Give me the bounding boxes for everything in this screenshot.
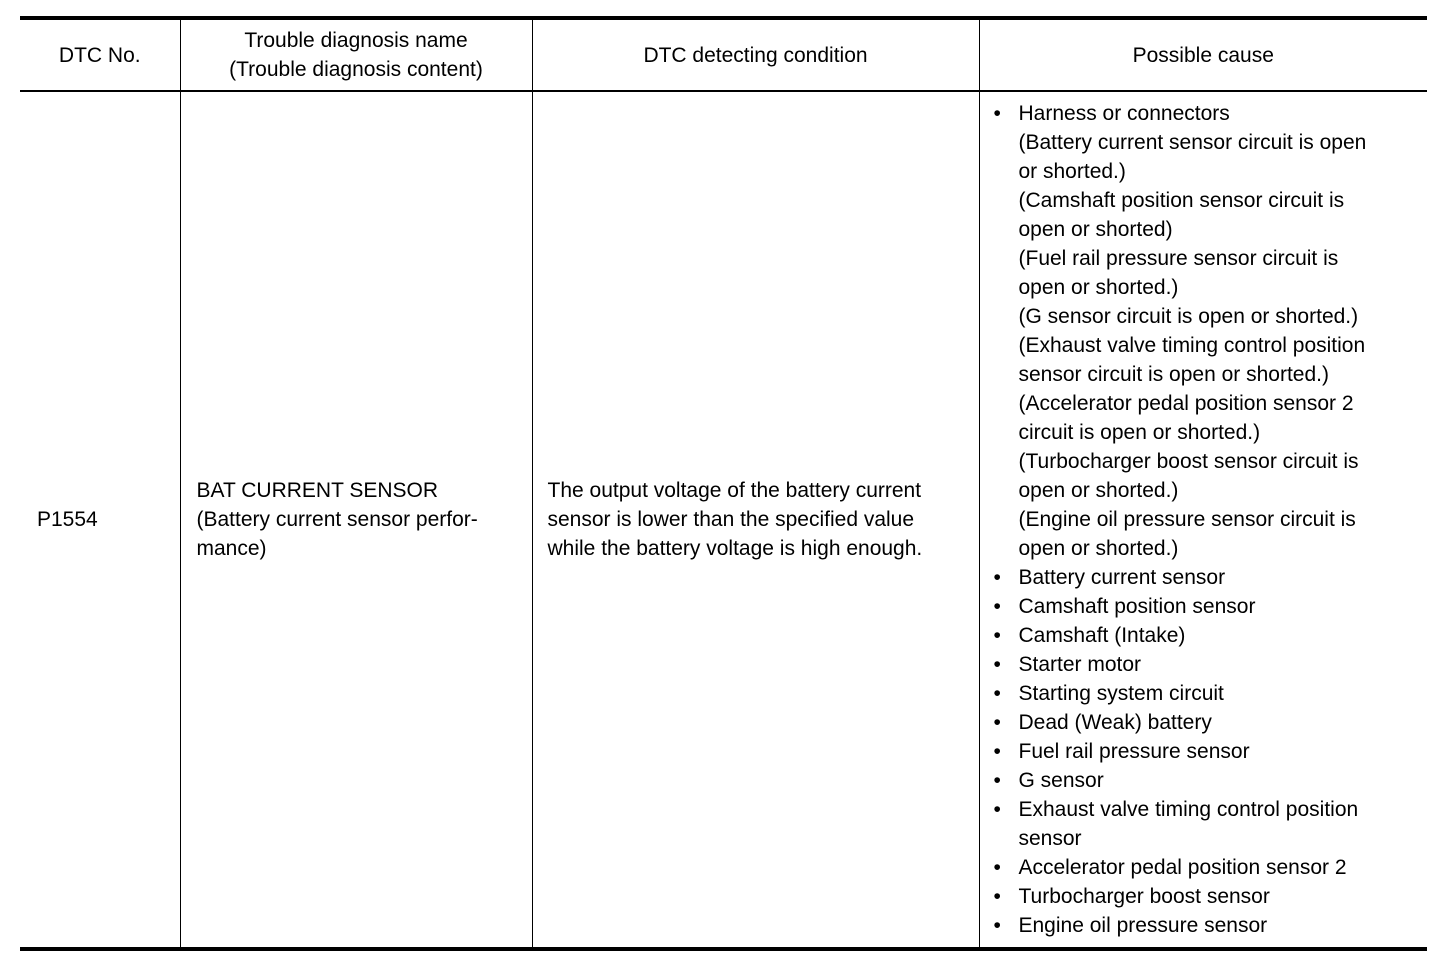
list-item [992, 882, 1420, 911]
cause-text: Camshaft (Intake) [1018, 624, 1186, 647]
detecting-condition-cell [532, 91, 979, 949]
header-dtc-no-label: DTC No. [58, 43, 141, 67]
condition-line3: while the battery voltage is high enough. [547, 537, 923, 560]
header-trouble-name-line1: Trouble diagnosis name [244, 29, 468, 52]
possible-cause-cell [979, 91, 1427, 949]
cause-text: Starting system circuit [1018, 682, 1224, 705]
bullet-icon: • [993, 914, 1001, 937]
cause-text: sensor [1018, 827, 1082, 850]
trouble-name-cell [180, 91, 532, 949]
bullet-icon: • [993, 856, 1001, 879]
cause-text: Camshaft position sensor [1018, 595, 1256, 618]
harness-detail-line: (G sensor circuit is open or shorted.) [1018, 305, 1359, 328]
bullet-icon: • [993, 566, 1001, 589]
harness-detail-line: (Exhaust valve timing control position [1018, 334, 1366, 357]
cause-text: G sensor [1018, 769, 1104, 792]
harness-detail-line: open or shorted.) [1018, 479, 1179, 502]
bullet-icon: • [993, 885, 1001, 908]
condition-line1: The output voltage of the battery current [547, 479, 922, 502]
trouble-name-line1: BAT CURRENT SENSOR [196, 479, 439, 502]
bullet-icon: • [993, 624, 1001, 647]
cause-text: Exhaust valve timing control position [1018, 798, 1359, 821]
list-item [992, 592, 1420, 621]
possible-cause-list [992, 99, 1420, 940]
harness-detail-line: circuit is open or shorted.) [1018, 421, 1261, 444]
harness-detail-line: (Fuel rail pressure sensor circuit is [1018, 247, 1339, 270]
header-trouble-diagnosis-name [180, 18, 532, 91]
header-dtc-no [20, 18, 180, 91]
bullet-icon: • [993, 740, 1001, 763]
header-possible-cause [979, 18, 1427, 91]
cause-harness-label: Harness or connectors [1018, 102, 1230, 125]
harness-detail-line: open or shorted.) [1018, 537, 1179, 560]
harness-detail-line: (Accelerator pedal position sensor 2 [1018, 392, 1354, 415]
trouble-name-line2: (Battery current sensor perfor- [196, 508, 478, 531]
list-item [992, 563, 1420, 592]
bullet-icon: • [993, 682, 1001, 705]
cause-text: Engine oil pressure sensor [1018, 914, 1268, 937]
header-detecting-condition-label: DTC detecting condition [643, 43, 868, 67]
header-possible-cause-label: Possible cause [1132, 43, 1274, 67]
list-item [992, 853, 1420, 882]
bullet-icon: • [993, 595, 1001, 618]
cause-text: Dead (Weak) battery [1018, 711, 1212, 734]
list-item [992, 737, 1420, 766]
bullet-icon: • [993, 798, 1001, 821]
dtc-code-cell [20, 91, 180, 949]
cause-text: Battery current sensor [1018, 566, 1226, 589]
harness-details [1019, 128, 1420, 563]
harness-detail-line: (Battery current sensor circuit is open [1018, 131, 1367, 154]
harness-detail-line: open or shorted) [1018, 218, 1173, 241]
cause-text: Starter motor [1018, 653, 1142, 676]
condition-line2: sensor is lower than the specified value [547, 508, 915, 531]
list-item [992, 911, 1420, 940]
harness-detail-line: or shorted.) [1018, 160, 1126, 183]
dtc-code: P1554 [37, 508, 98, 531]
list-item [992, 650, 1420, 679]
harness-detail-line: (Turbocharger boost sensor circuit is [1018, 450, 1359, 473]
list-item [992, 708, 1420, 737]
list-item [992, 621, 1420, 650]
dtc-table [20, 16, 1427, 951]
trouble-name-line3: mance) [196, 537, 267, 560]
table-row [20, 91, 1427, 949]
header-trouble-name-line2: (Trouble diagnosis content) [229, 58, 483, 81]
list-item [992, 795, 1420, 853]
bullet-icon: • [993, 102, 1001, 125]
harness-detail-line: sensor circuit is open or shorted.) [1018, 363, 1329, 386]
bullet-icon: • [993, 711, 1001, 734]
bullet-icon: • [993, 653, 1001, 676]
list-item [992, 766, 1420, 795]
cause-text: Accelerator pedal position sensor 2 [1018, 856, 1347, 879]
harness-detail-line: (Engine oil pressure sensor circuit is [1018, 508, 1356, 531]
header-detecting-condition [532, 18, 979, 91]
cause-item-harness [992, 99, 1420, 563]
table-header-row [20, 18, 1427, 91]
list-item [992, 679, 1420, 708]
harness-detail-line: open or shorted.) [1018, 276, 1179, 299]
cause-text: Fuel rail pressure sensor [1018, 740, 1250, 763]
harness-detail-line: (Camshaft position sensor circuit is [1018, 189, 1345, 212]
bullet-icon: • [993, 769, 1001, 792]
cause-text: Turbocharger boost sensor [1018, 885, 1270, 908]
